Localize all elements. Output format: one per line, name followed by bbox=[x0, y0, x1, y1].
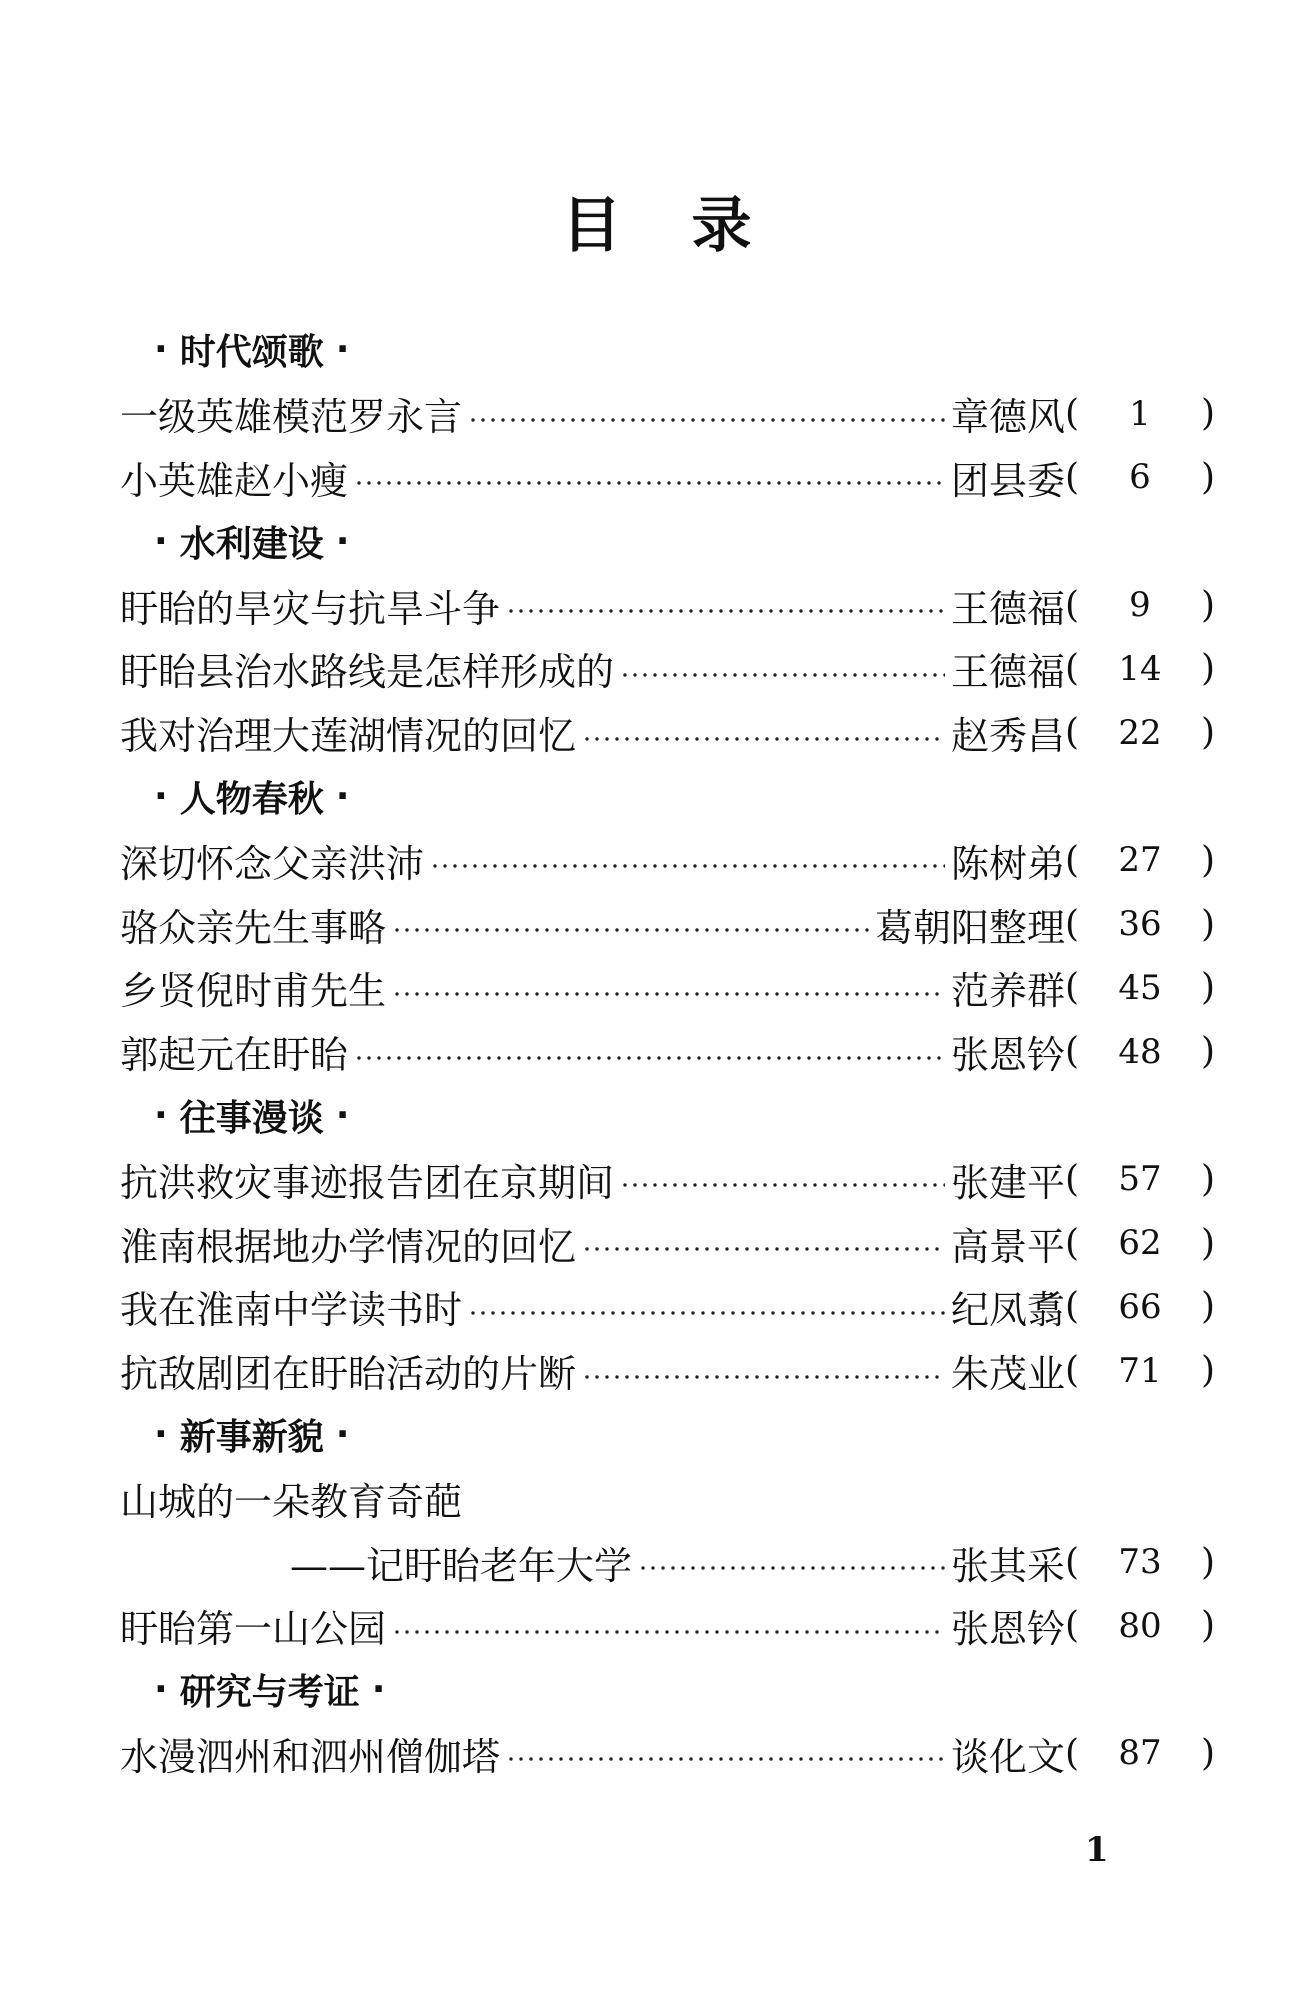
toc-entry-author: 王德福 bbox=[950, 586, 1065, 631]
close-paren: ) bbox=[1200, 648, 1215, 690]
open-paren: ( bbox=[1065, 1031, 1080, 1073]
toc-entry-page bbox=[1065, 840, 1215, 881]
page-ref-number: 22 bbox=[1118, 712, 1162, 753]
dot-leader bbox=[354, 1055, 945, 1061]
toc-entry-author: 章德风 bbox=[950, 395, 1065, 440]
toc-entry-author: 葛朝阳整理 bbox=[874, 905, 1065, 950]
toc-entry-page bbox=[1065, 648, 1215, 689]
toc-entry-author: 张恩钤 bbox=[950, 1033, 1065, 1078]
toc-section-label: 人物春秋 bbox=[179, 778, 324, 820]
toc-entry bbox=[120, 1020, 1215, 1084]
toc-entry-author: 赵秀昌 bbox=[950, 714, 1065, 759]
page-ref-number: 9 bbox=[1129, 585, 1151, 626]
dot-leader bbox=[392, 927, 869, 933]
toc-section-heading bbox=[120, 1658, 1215, 1722]
dot-leader bbox=[582, 1374, 945, 1380]
toc-entry bbox=[120, 573, 1215, 637]
toc-entry-author: 朱茂业 bbox=[950, 1352, 1065, 1397]
bullet-dot: · bbox=[154, 520, 168, 562]
toc-section-heading bbox=[120, 765, 1215, 829]
open-paren: ( bbox=[1065, 393, 1080, 435]
toc-entry-page bbox=[1065, 585, 1215, 626]
close-paren: ) bbox=[1200, 1605, 1215, 1647]
toc-section-label: 水利建设 bbox=[179, 523, 324, 565]
dot-leader bbox=[392, 991, 945, 997]
dot-leader bbox=[506, 608, 945, 614]
toc-entry-title: 郭起元在盱眙 bbox=[120, 1033, 349, 1078]
dot-leader bbox=[582, 736, 945, 742]
page-ref-number: 14 bbox=[1118, 648, 1162, 689]
toc-entry-author: 纪凤翥 bbox=[950, 1288, 1065, 1333]
toc-entry-page bbox=[1065, 457, 1215, 498]
dot-leader bbox=[620, 1182, 945, 1188]
bullet-dot: · bbox=[154, 1094, 168, 1136]
close-paren: ) bbox=[1200, 903, 1215, 945]
toc-entry-title: 山城的一朵教育奇葩 bbox=[120, 1479, 463, 1524]
toc-entry-page bbox=[1065, 904, 1215, 945]
toc-entry bbox=[120, 956, 1215, 1020]
page-ref-number: 27 bbox=[1118, 840, 1162, 881]
page-ref-number: 66 bbox=[1118, 1286, 1162, 1327]
toc-entry-page bbox=[1065, 393, 1215, 434]
page-number: 1 bbox=[1085, 1830, 1109, 1870]
open-paren: ( bbox=[1065, 1350, 1080, 1392]
toc-entry-author: 高景平 bbox=[950, 1224, 1065, 1269]
toc-entry-author: 王德福 bbox=[950, 650, 1065, 695]
open-paren: ( bbox=[1065, 1286, 1080, 1328]
toc-section-heading bbox=[120, 509, 1215, 573]
toc-entry-page bbox=[1065, 1286, 1215, 1327]
open-paren: ( bbox=[1065, 967, 1080, 1009]
toc-entry bbox=[120, 1147, 1215, 1211]
bullet-dot: · bbox=[371, 1669, 386, 1711]
close-paren: ) bbox=[1200, 393, 1215, 435]
open-paren: ( bbox=[1065, 648, 1080, 690]
toc-entry-title: 盱眙的旱灾与抗旱斗争 bbox=[120, 586, 501, 631]
open-paren: ( bbox=[1065, 1732, 1080, 1774]
toc-section-label: 研究与考证 bbox=[179, 1672, 360, 1714]
dot-leader bbox=[506, 1756, 945, 1762]
page-ref-number: 48 bbox=[1118, 1031, 1162, 1072]
toc-subentry bbox=[120, 1530, 1215, 1594]
close-paren: ) bbox=[1200, 839, 1215, 881]
toc-entry bbox=[120, 892, 1215, 956]
close-paren: ) bbox=[1200, 1350, 1215, 1392]
toc-entry bbox=[120, 382, 1215, 446]
toc-entry bbox=[120, 1594, 1215, 1658]
toc-entry bbox=[120, 1339, 1215, 1403]
dot-leader bbox=[430, 863, 945, 869]
close-paren: ) bbox=[1200, 1541, 1215, 1583]
toc-entry-title: 抗洪救灾事迹报告团在京期间 bbox=[120, 1160, 615, 1205]
toc-entry-author: 谈化文 bbox=[950, 1734, 1065, 1779]
dot-leader bbox=[468, 1310, 945, 1316]
close-paren: ) bbox=[1200, 456, 1215, 498]
toc-entry-title: ——记盱眙老年大学 bbox=[290, 1543, 633, 1588]
toc-entry bbox=[120, 1211, 1215, 1275]
bullet-dot: · bbox=[335, 329, 350, 371]
page-ref-number: 45 bbox=[1118, 967, 1162, 1008]
open-paren: ( bbox=[1065, 1222, 1080, 1264]
toc-entry-page bbox=[1065, 1350, 1215, 1391]
bullet-dot: · bbox=[335, 1413, 350, 1455]
toc-entry-page bbox=[1065, 967, 1215, 1008]
close-paren: ) bbox=[1200, 1222, 1215, 1264]
toc-section-heading bbox=[120, 318, 1215, 382]
open-paren: ( bbox=[1065, 903, 1080, 945]
toc-section-label: 时代颂歌 bbox=[179, 332, 324, 374]
close-paren: ) bbox=[1200, 1158, 1215, 1200]
toc-entry-title: 盱眙县治水路线是怎样形成的 bbox=[120, 650, 615, 695]
toc-entry-author: 陈树弟 bbox=[950, 841, 1065, 886]
dot-leader bbox=[392, 1629, 945, 1635]
toc-section-label: 往事漫谈 bbox=[179, 1097, 324, 1139]
toc-entry-author: 张恩钤 bbox=[950, 1607, 1065, 1652]
bullet-dot: · bbox=[335, 1094, 350, 1136]
page-title: 目录 bbox=[561, 191, 822, 261]
toc-entry-page bbox=[1065, 1223, 1215, 1264]
toc-entry-heading bbox=[120, 1466, 1215, 1530]
close-paren: ) bbox=[1200, 712, 1215, 754]
toc-entry-page bbox=[1065, 1031, 1215, 1072]
toc-entry-title: 小英雄赵小瘦 bbox=[120, 458, 349, 503]
toc-entry bbox=[120, 637, 1215, 701]
page-ref-number: 36 bbox=[1118, 904, 1162, 945]
close-paren: ) bbox=[1200, 1732, 1215, 1774]
open-paren: ( bbox=[1065, 1541, 1080, 1583]
page-ref-number: 73 bbox=[1118, 1542, 1162, 1583]
open-paren: ( bbox=[1065, 1158, 1080, 1200]
page-ref-number: 1 bbox=[1129, 393, 1151, 434]
open-paren: ( bbox=[1065, 839, 1080, 881]
toc-entry-title: 抗敌剧团在盱眙活动的片断 bbox=[120, 1352, 577, 1397]
toc-entry-author: 团县委 bbox=[950, 458, 1065, 503]
bullet-dot: · bbox=[154, 1413, 168, 1455]
open-paren: ( bbox=[1065, 1605, 1080, 1647]
dot-leader bbox=[638, 1565, 945, 1571]
close-paren: ) bbox=[1200, 1286, 1215, 1328]
toc-entry-page bbox=[1065, 1605, 1215, 1646]
dot-leader bbox=[468, 417, 945, 423]
bullet-dot: · bbox=[154, 1669, 168, 1711]
toc-entry-title: 乡贤倪时甫先生 bbox=[120, 969, 387, 1014]
open-paren: ( bbox=[1065, 712, 1080, 754]
bullet-dot: · bbox=[154, 775, 168, 817]
open-paren: ( bbox=[1065, 456, 1080, 498]
bullet-dot: · bbox=[335, 775, 350, 817]
toc-entry-title: 骆众亲先生事略 bbox=[120, 905, 387, 950]
dot-leader bbox=[582, 1246, 945, 1252]
toc-entry-title: 盱眙第一山公园 bbox=[120, 1607, 387, 1652]
toc-entry bbox=[120, 828, 1215, 892]
toc-entry bbox=[120, 1722, 1215, 1786]
open-paren: ( bbox=[1065, 584, 1080, 626]
bullet-dot: · bbox=[154, 329, 168, 371]
page-ref-number: 57 bbox=[1118, 1159, 1162, 1200]
dot-leader bbox=[354, 480, 945, 486]
toc-section-heading bbox=[120, 1403, 1215, 1467]
page-ref-number: 80 bbox=[1118, 1605, 1162, 1646]
toc-entry-author: 范养群 bbox=[950, 969, 1065, 1014]
page-ref-number: 6 bbox=[1129, 457, 1151, 498]
toc-entry-title: 水漫泗州和泗州僧伽塔 bbox=[120, 1734, 501, 1779]
toc-entry-page bbox=[1065, 1542, 1215, 1583]
page-ref-number: 71 bbox=[1118, 1350, 1162, 1391]
toc-entry-title: 我在淮南中学读书时 bbox=[120, 1288, 463, 1333]
close-paren: ) bbox=[1200, 967, 1215, 1009]
toc-entry-title: 淮南根据地办学情况的回忆 bbox=[120, 1224, 577, 1269]
toc-entry-title: 一级英雄模范罗永言 bbox=[120, 395, 463, 440]
toc-entry-page bbox=[1065, 1733, 1215, 1774]
close-paren: ) bbox=[1200, 1031, 1215, 1073]
dot-leader bbox=[620, 672, 945, 678]
toc-entry bbox=[120, 1275, 1215, 1339]
toc-section-heading bbox=[120, 1084, 1215, 1148]
toc-entry-title: 深切怀念父亲洪沛 bbox=[120, 841, 425, 886]
toc-entry bbox=[120, 446, 1215, 510]
close-paren: ) bbox=[1200, 584, 1215, 626]
toc-entry bbox=[120, 701, 1215, 765]
bullet-dot: · bbox=[335, 520, 350, 562]
toc-entry-author: 张建平 bbox=[950, 1160, 1065, 1205]
page-ref-number: 62 bbox=[1118, 1223, 1162, 1264]
toc-section-label: 新事新貌 bbox=[179, 1416, 324, 1458]
toc-entry-author: 张其采 bbox=[950, 1543, 1065, 1588]
toc-entry-title: 我对治理大莲湖情况的回忆 bbox=[120, 714, 577, 759]
toc-entry-page bbox=[1065, 712, 1215, 753]
page-ref-number: 87 bbox=[1118, 1733, 1162, 1774]
toc-entry-page bbox=[1065, 1159, 1215, 1200]
table-of-contents bbox=[120, 318, 1215, 1785]
